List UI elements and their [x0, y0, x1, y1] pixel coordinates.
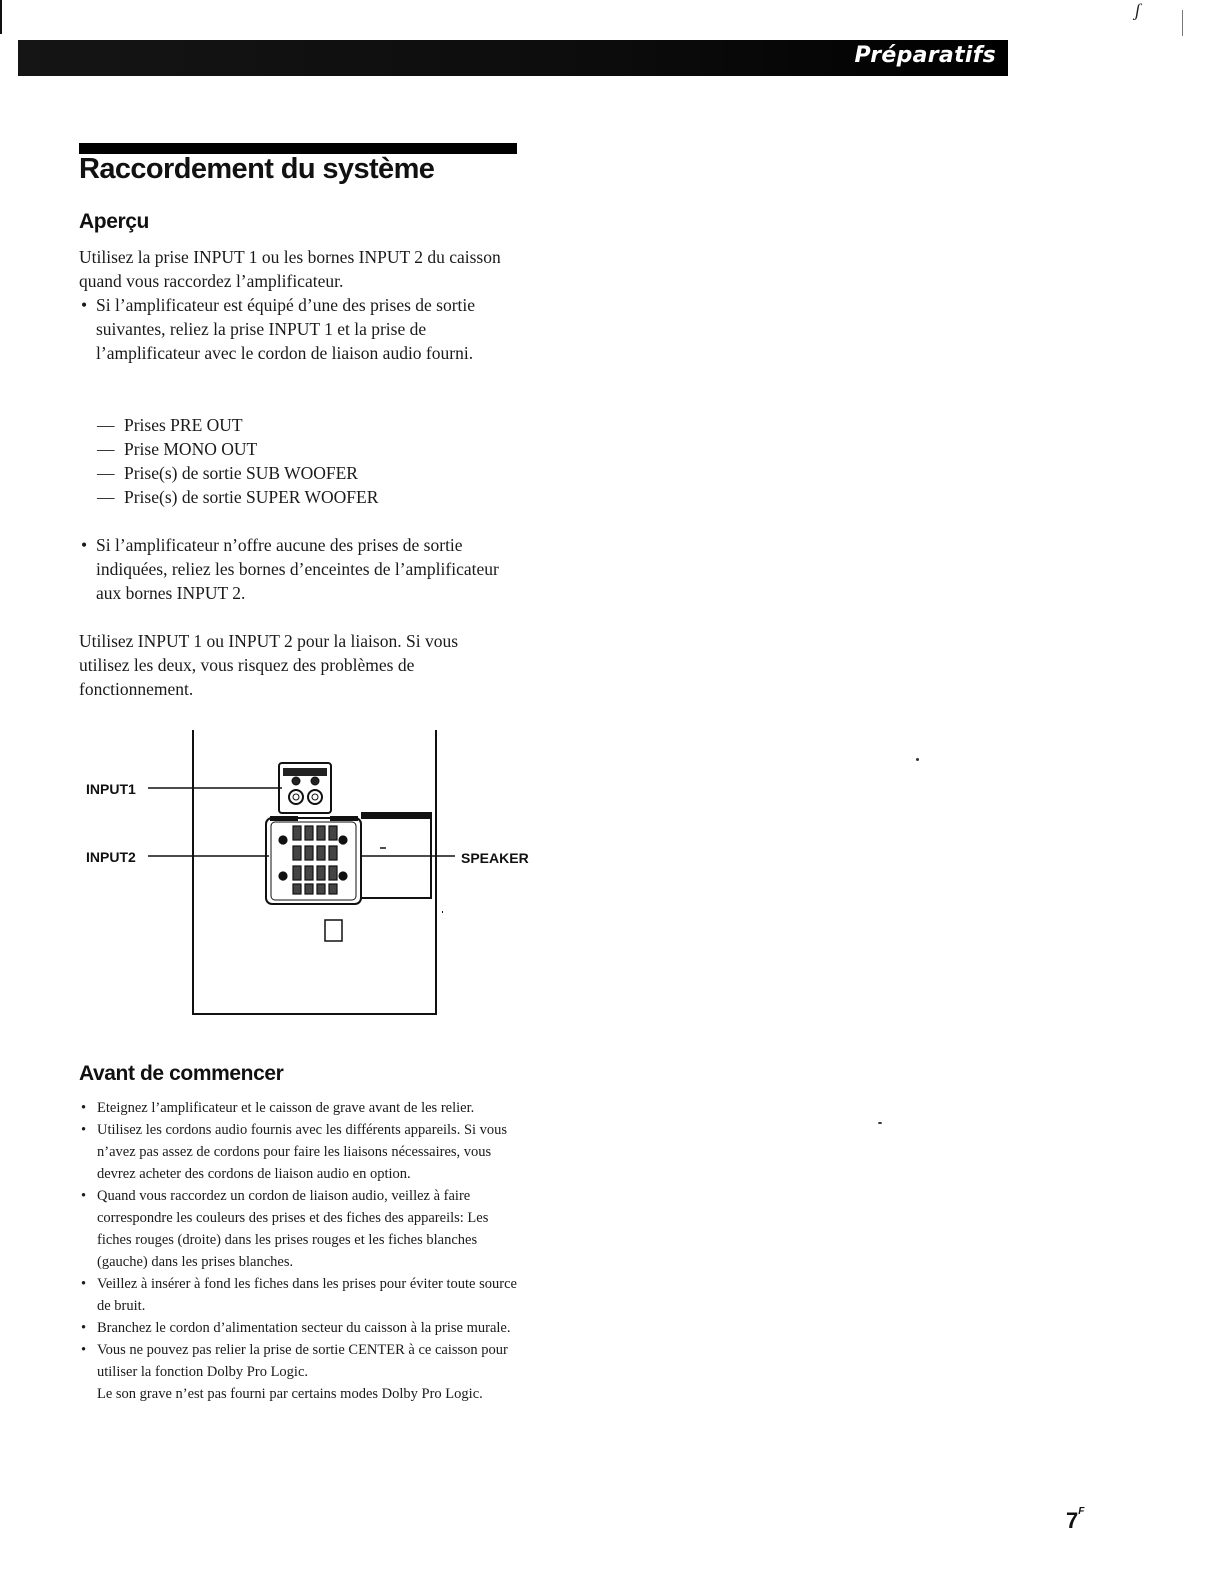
list-item: • Vous ne pouvez pas relier la prise de sortie CENTER à ce caisson pour utiliser la fonction Dolby Pro Logic.: [79, 1339, 519, 1383]
page-number: [1066, 1508, 1084, 1534]
note-text: Utilisez INPUT 1 ou INPUT 2 pour la liaison. Si vous utilisez les deux, vous risquez des problèmes de fonctionnement.: [79, 631, 459, 699]
section-header-bar: [18, 40, 1008, 76]
terminal: [293, 884, 301, 894]
input1-jack-block: [279, 763, 331, 813]
terminal: [305, 826, 313, 840]
apercu-note: [79, 629, 509, 701]
scan-mark: ʃ: [1135, 0, 1141, 20]
apercu-intro: [79, 245, 504, 293]
terminal-screw: [339, 836, 347, 844]
rca-jack-left-core: [293, 794, 299, 800]
terminal: [329, 884, 337, 894]
speaker-label-strip: [361, 813, 431, 819]
terminal-label-strip: [330, 816, 358, 821]
crop-mark-left: [0, 0, 2, 34]
terminal: [293, 846, 301, 860]
terminal-screw: [279, 872, 287, 880]
terminal-label-strip: [270, 816, 298, 821]
crop-mark-right: [1182, 10, 1183, 36]
scan-speck: [916, 758, 919, 761]
speaker-output-box: [361, 813, 431, 898]
avant-list: [79, 1097, 519, 1405]
terminal: [329, 866, 337, 880]
list-item: — Prise(s) de sortie SUPER WOOFER: [97, 485, 517, 509]
scan-speck: [878, 1122, 882, 1124]
input2-terminal-plate: [266, 818, 361, 904]
terminal: [329, 826, 337, 840]
rca-jack-left: [289, 790, 303, 804]
power-switch: [325, 920, 342, 941]
terminal: [305, 884, 313, 894]
terminal-screw: [279, 836, 287, 844]
apercu-heading: Aperçu: [79, 210, 149, 233]
list-item: — Prise MONO OUT: [97, 437, 517, 461]
apercu-bullet-2: [79, 533, 519, 605]
list-item: • Eteignez l’amplificateur et le caisson de grave avant de les relier.: [79, 1097, 519, 1119]
terminal: [329, 846, 337, 860]
panel-outline: [193, 730, 436, 1014]
intro-text: Utilisez la prise INPUT 1 ou les bornes INPUT 2 du caisson quand vous raccordez l’amplificateur.: [79, 247, 501, 291]
terminal: [305, 866, 313, 880]
terminal: [305, 846, 313, 860]
input1-label-strip: [283, 768, 327, 776]
list-item: — Prises PRE OUT: [97, 413, 517, 437]
avant-heading: Avant de commencer: [79, 1062, 284, 1085]
speaker-terminals: [279, 826, 347, 894]
list-item: • Utilisez les cordons audio fournis avec les différents appareils. Si vous n’avez pas assez de cordons pour faire les liaisons nécessaires, vous devrez acheter des cordons de liaison audio en option.: [79, 1119, 519, 1185]
list-item: • Branchez le cordon d’alimentation secteur du caisson à la prise murale.: [79, 1317, 519, 1339]
list-item-continuation: Le son grave n’est pas fourni par certains modes Dolby Pro Logic.: [97, 1386, 483, 1402]
terminal: [317, 826, 325, 840]
list-item: • Veillez à insérer à fond les fiches dans les prises pour éviter toute source de bruit.: [79, 1273, 519, 1317]
page-title: Raccordement du système: [79, 153, 435, 185]
subwoofer-rear-panel: [148, 730, 455, 1014]
page-number-suffix: F: [1078, 1506, 1085, 1517]
bullet-text: • Si l’amplificateur n’offre aucune des prises de sortie indiquées, reliez les bornes d’enceintes de l’amplificateur aux bornes INPUT 2.: [79, 533, 519, 605]
rca-jack-right: [308, 790, 322, 804]
terminal-screw: [339, 872, 347, 880]
input1-label: INPUT1: [86, 781, 136, 797]
terminal: [317, 866, 325, 880]
apercu-bullet-1: [79, 293, 519, 365]
terminal: [317, 846, 325, 860]
terminal-plate-inner: [271, 822, 356, 900]
bullet-text: • Si l’amplificateur est équipé d’une des prises de sortie suivantes, reliez la prise INPUT 1 et la prise de l’amplificateur avec le cordon de liaison audio fourni.: [79, 293, 519, 365]
input2-label: INPUT2: [86, 849, 136, 865]
speaker-label: SPEAKER: [461, 850, 529, 866]
terminal: [293, 826, 301, 840]
page-number-value: 7: [1066, 1508, 1079, 1533]
terminal: [293, 866, 301, 880]
list-item: • Quand vous raccordez un cordon de liaison audio, veillez à faire correspondre les couleurs des prises et des fiches des appareils: Les fiches rouges (droite) dans les prises rouges et les fiches blanches (gauche) dans les prises blanches.: [79, 1185, 519, 1273]
output-list: [97, 413, 517, 509]
terminal: [317, 884, 325, 894]
section-title: Préparatifs: [854, 43, 996, 68]
list-item: — Prise(s) de sortie SUB WOOFER: [97, 461, 517, 485]
jack-indicator: [311, 777, 319, 785]
jack-indicator: [292, 777, 300, 785]
rca-jack-right-core: [312, 794, 318, 800]
